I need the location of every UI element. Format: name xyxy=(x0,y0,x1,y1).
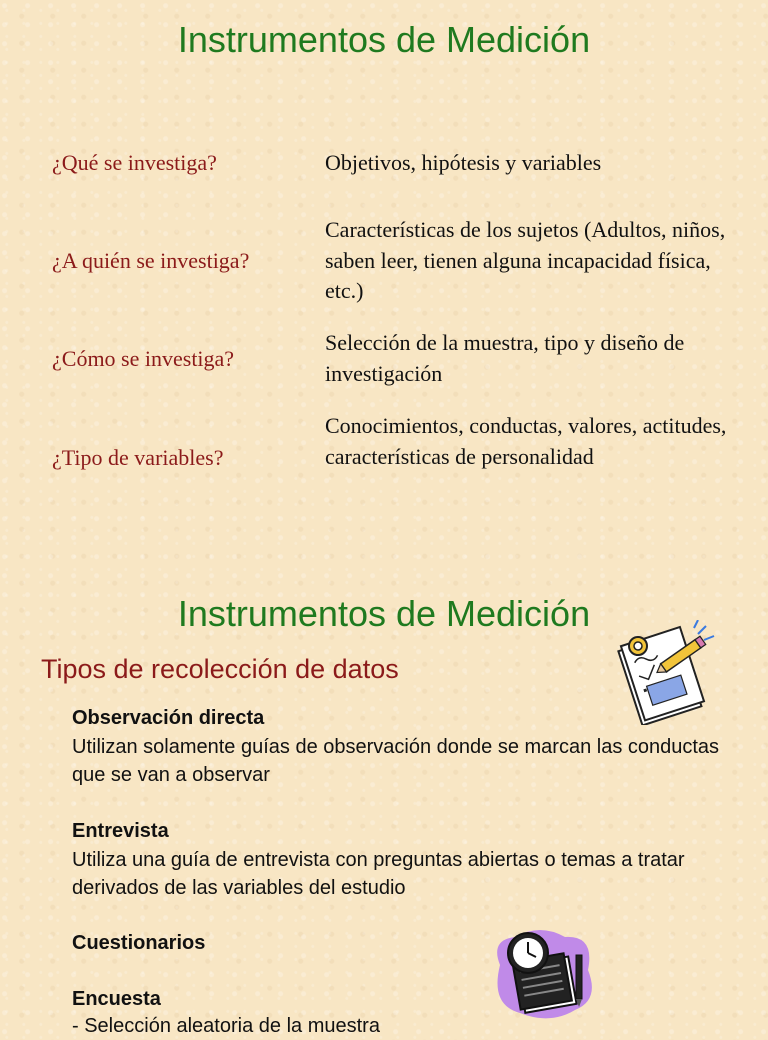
answer-how: Selección de la muestra, tipo y diseño de investigación xyxy=(325,330,685,386)
clock-papers-icon xyxy=(490,925,600,1025)
section-heading-observacion: Observación directa xyxy=(72,707,265,729)
question-how: ¿Cómo se investiga? xyxy=(52,346,235,371)
question-what: ¿Qué se investiga? xyxy=(52,150,217,175)
answer-what: Objetivos, hipótesis y variables xyxy=(325,150,602,175)
section-body-observacion: Utilizan solamente guías de observación donde se marcan las conductas que se van a observar xyxy=(72,736,720,786)
answer-type: Conocimientos, conductas, valores, actitudes, características de personalidad xyxy=(325,413,727,469)
section-body-encuesta: - Selección aleatoria de la muestra xyxy=(72,1015,380,1037)
question-who: ¿A quién se investiga? xyxy=(52,248,250,273)
section-heading-entrevista: Entrevista xyxy=(72,820,169,842)
section-heading-cuestionarios: Cuestionarios xyxy=(72,932,206,954)
section-body-entrevista: Utiliza una guía de entrevista con preguntas abiertas o temas a tratar derivados de las variables del estudio xyxy=(72,849,685,899)
slide2-title: Instrumentos de Medición xyxy=(177,593,591,634)
clipboard-pencil-icon xyxy=(610,620,720,730)
slide1-title: Instrumentos de Medición xyxy=(177,19,591,60)
answer-who: Características de los sujetos (Adultos, niños, saben leer, tienen alguna incapacidad física, etc.) xyxy=(325,217,726,303)
slide2-subtitle: Tipos de recolección de datos xyxy=(41,654,399,684)
section-heading-encuesta: Encuesta xyxy=(72,988,161,1010)
question-type: ¿Tipo de variables? xyxy=(52,445,224,470)
